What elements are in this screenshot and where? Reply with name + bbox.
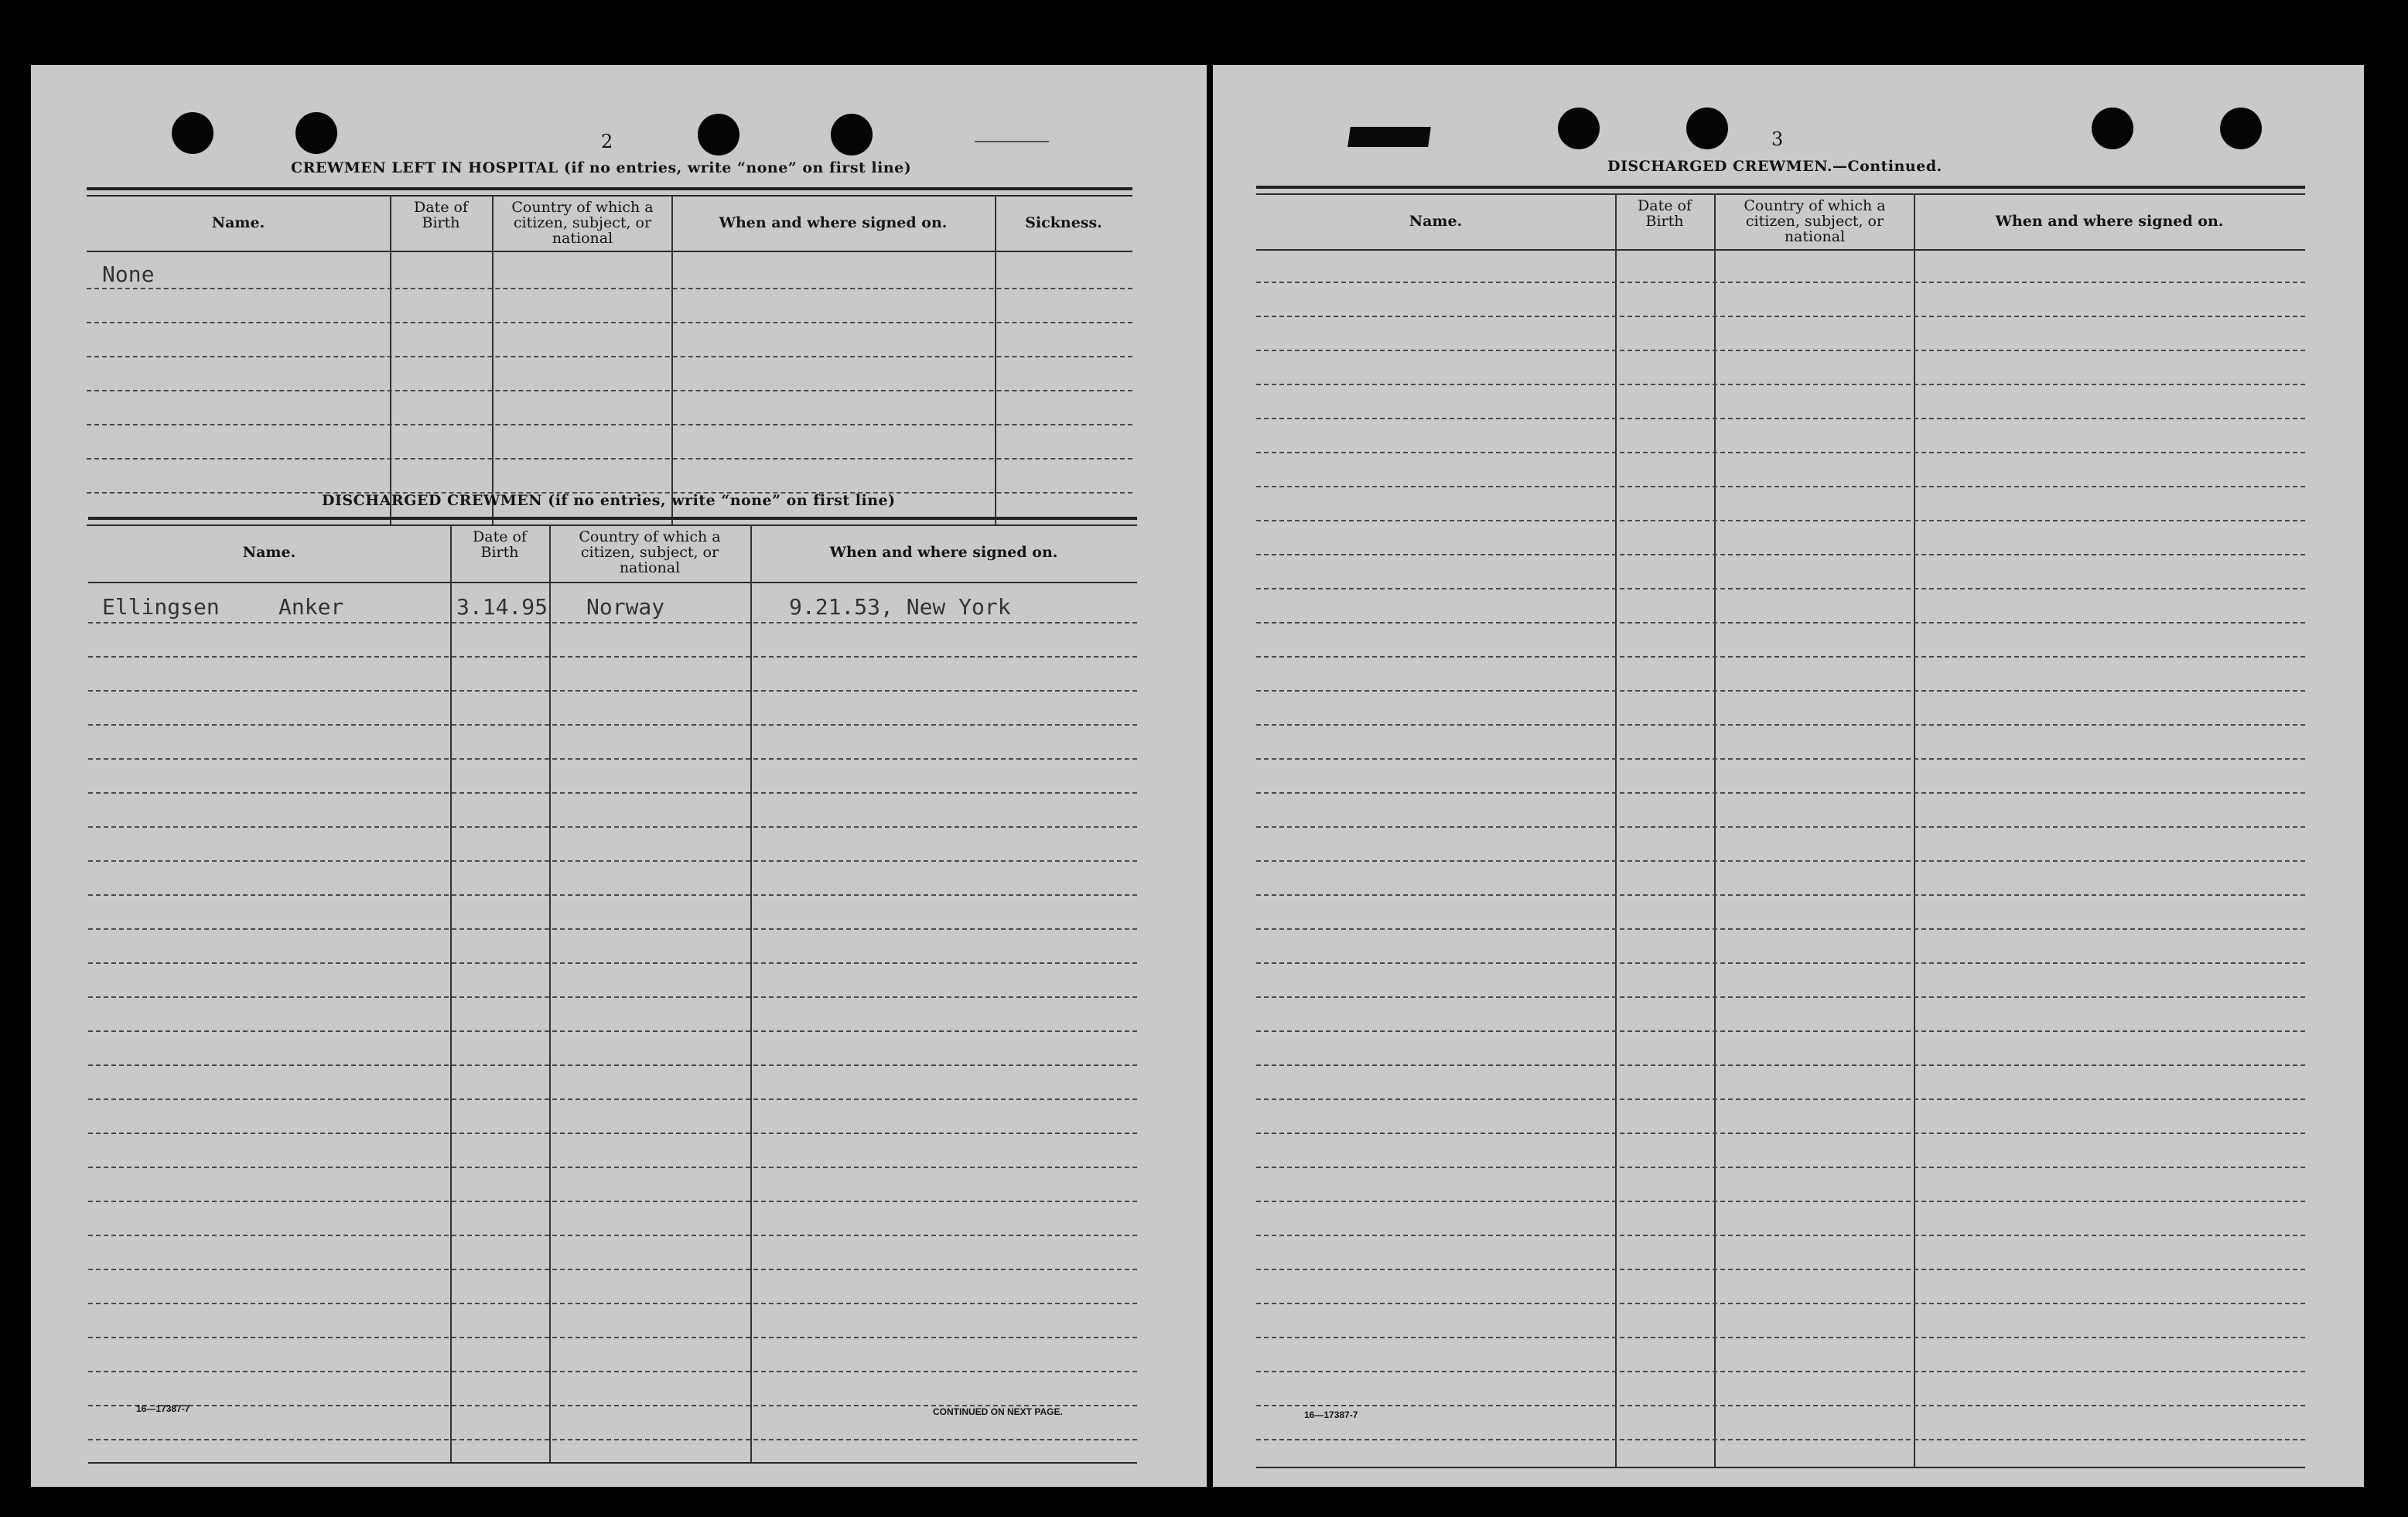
- header-signed-on: When and where signed on.: [829, 544, 1058, 561]
- header-name: Name.: [1409, 213, 1463, 230]
- form-number: 16—17387-7: [136, 1403, 190, 1414]
- discharged-table: [88, 517, 1137, 1468]
- page-number: 2: [601, 131, 613, 152]
- header-signed-on: When and where signed on.: [1995, 213, 2224, 230]
- header-country: Country of which a citizen, subject, or national: [1744, 197, 1886, 245]
- row-line: [87, 322, 1132, 323]
- ink-blot: [1347, 127, 1431, 147]
- row-line: [87, 390, 1132, 391]
- row-line: [87, 356, 1132, 357]
- entry-given-name: Anker: [278, 594, 344, 620]
- discharged-section-title: DISCHARGED CREWMEN (if no entries, write “none” on first line): [322, 492, 896, 509]
- section-title: DISCHARGED CREWMEN.—Continued.: [1607, 158, 1942, 175]
- entry-country: Norway: [586, 594, 665, 620]
- hospital-section-title: CREWMEN LEFT IN HOSPITAL (if no entries, write “none” on first line): [291, 159, 912, 176]
- right-page: [1213, 65, 2364, 1487]
- discharged-continued-table: [1256, 186, 2305, 1471]
- punch-hole: [2220, 108, 2262, 149]
- header-signed-on: When and where signed on.: [719, 214, 948, 231]
- header-date-of-birth: Date of Birth: [473, 528, 527, 561]
- row-line: [87, 424, 1132, 425]
- entry-signed-on: 9.21.53, New York: [789, 594, 1011, 620]
- header-sickness: Sickness.: [1025, 214, 1102, 231]
- punch-hole: [295, 112, 337, 154]
- pencil-mark: [975, 141, 1049, 142]
- row-line: [87, 288, 1132, 289]
- row-line: [87, 458, 1132, 460]
- form-number: 16—17387-7: [1304, 1409, 1358, 1420]
- header-date-of-birth: Date of Birth: [414, 199, 468, 231]
- header-name: Name.: [242, 544, 296, 561]
- hospital-entry-name: None: [102, 261, 155, 287]
- punch-hole: [831, 114, 873, 155]
- punch-hole: [172, 112, 213, 154]
- punch-hole: [1686, 108, 1728, 149]
- punch-hole: [698, 114, 739, 155]
- entry-surname: Ellingsen: [102, 594, 220, 620]
- entry-date-of-birth: 3.14.95: [456, 594, 548, 620]
- header-country: Country of which a citizen, subject, or national: [511, 199, 654, 247]
- header-name: Name.: [211, 214, 265, 231]
- header-date-of-birth: Date of Birth: [1638, 197, 1692, 230]
- punch-hole: [1558, 108, 1600, 149]
- page-number: 3: [1771, 128, 1784, 150]
- header-country: Country of which a citizen, subject, or national: [579, 528, 721, 576]
- left-page: [31, 65, 1207, 1487]
- continued-note: CONTINUED ON NEXT PAGE.: [933, 1406, 1063, 1417]
- punch-hole: [2092, 108, 2133, 149]
- hospital-table: [87, 187, 1132, 529]
